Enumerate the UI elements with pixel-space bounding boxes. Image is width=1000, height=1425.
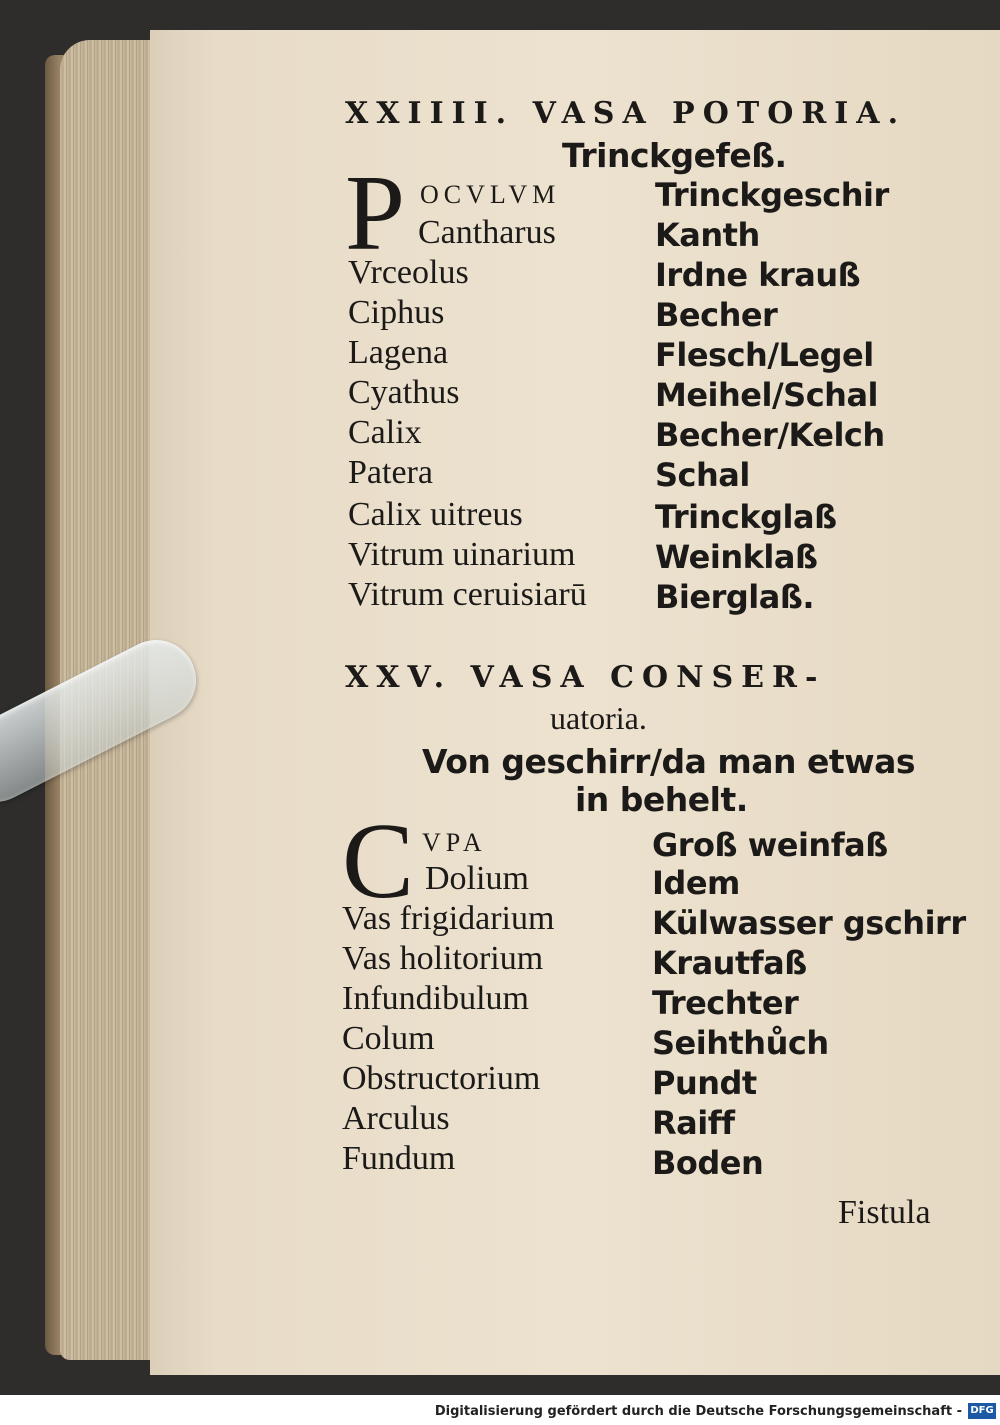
section-heading-xxv: XXV. VASA CONSER- xyxy=(345,660,826,695)
german-term: Pundt xyxy=(652,1064,757,1102)
latin-term: Arculus xyxy=(342,1100,450,1137)
latin-term: Calix xyxy=(348,414,422,451)
latin-term: Patera xyxy=(348,454,433,491)
german-term: Boden xyxy=(652,1144,764,1182)
latin-term: Fundum xyxy=(342,1140,456,1177)
german-term: Idem xyxy=(652,864,740,902)
footer-credit: Digitalisierung gefördert durch die Deutsche Forschungsgemeinschaft - xyxy=(434,1404,962,1419)
latin-term: Vas holitorium xyxy=(342,940,544,977)
latin-term: Calix uitreus xyxy=(348,496,523,533)
latin-term: Colum xyxy=(342,1020,435,1057)
german-term: Trechter xyxy=(652,984,799,1022)
section-subheading-trinckgefess: Trinckgefeß. xyxy=(562,136,787,175)
catchword: Fistula xyxy=(838,1194,931,1231)
german-term: Meihel/Schal xyxy=(655,376,879,414)
latin-term: Vitrum uinarium xyxy=(348,536,576,573)
latin-term: Infundibulum xyxy=(342,980,529,1017)
section-heading-continuation: uatoria. xyxy=(550,700,647,736)
section-subheading-line-2: in behelt. xyxy=(575,780,748,819)
latin-term: Lagena xyxy=(348,334,449,371)
drop-cap-p: P xyxy=(345,154,406,273)
latin-term: Ciphus xyxy=(348,294,445,331)
latin-term: Vitrum ceruisiarū xyxy=(348,576,587,613)
dfg-logo: DFG xyxy=(968,1403,996,1419)
drop-cap-c: C xyxy=(342,802,415,921)
latin-term: Vrceolus xyxy=(348,254,469,291)
german-term-first: Groß weinfaß xyxy=(652,826,888,864)
german-term: Schal xyxy=(655,456,750,494)
german-term: Becher/Kelch xyxy=(655,416,885,454)
latin-term-first: VPA xyxy=(422,828,487,857)
german-term: Kanth xyxy=(655,216,760,254)
german-term: Becher xyxy=(655,296,778,334)
german-term: Raiff xyxy=(652,1104,735,1142)
german-term: Bierglaß. xyxy=(655,578,814,616)
latin-term: Cyathus xyxy=(348,374,460,411)
latin-term: Dolium xyxy=(425,860,529,897)
section-subheading-line-1: Von geschirr/da man etwas xyxy=(422,742,916,781)
german-term: Flesch/Legel xyxy=(655,336,874,374)
german-term-first: Trinckgeschir xyxy=(655,176,889,214)
german-term: Trinckglaß xyxy=(655,498,837,536)
latin-term: Vas frigidarium xyxy=(342,900,555,937)
section-heading-xxiiii: XXIIII. VASA POTORIA. xyxy=(345,96,907,131)
german-term: Weinklaß xyxy=(655,538,818,576)
german-term: Seihthůch xyxy=(652,1024,829,1062)
german-term: Irdne krauß xyxy=(655,256,861,294)
german-term: Külwasser gschirr xyxy=(652,904,966,942)
latin-term: Obstructorium xyxy=(342,1060,541,1097)
german-term: Krautfaß xyxy=(652,944,807,982)
latin-term-first: OCVLVM xyxy=(420,180,561,209)
latin-term: Cantharus xyxy=(418,214,556,251)
